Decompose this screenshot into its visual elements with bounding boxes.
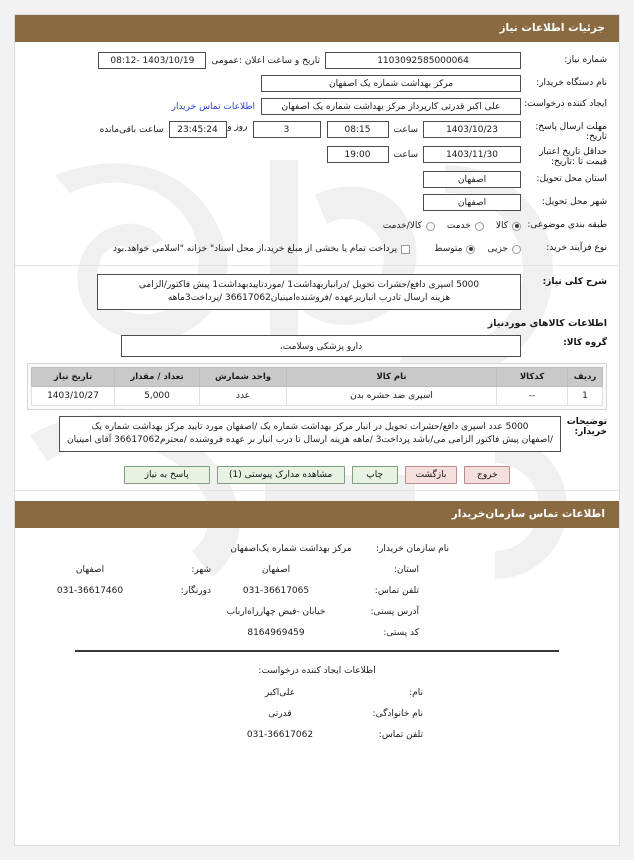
action-button-bar (27, 456, 607, 490)
field-buyer-org[interactable]: مرکز بهداشت شماره یک اصفهان (261, 75, 521, 92)
respond-to-need-button[interactable]: پاسخ به نیاز (124, 466, 210, 484)
row-creator (27, 98, 607, 117)
radio-process-minor[interactable] (512, 245, 521, 254)
label-contact-org: نام سازمان خریدار: (376, 544, 449, 554)
label-summary: شرح کلی نیاز: (542, 277, 607, 287)
label-deadline: مهلت ارسال پاسخ: تاریخ: (535, 122, 607, 142)
label-deadline-time: ساعت (393, 125, 418, 135)
details-header-band (15, 15, 619, 42)
label-announce-date: تاریخ و ساعت اعلان :عمومی (211, 56, 320, 66)
back-button[interactable]: بازگشت (405, 466, 458, 484)
label-province: استان محل تحویل: (536, 174, 607, 184)
value-contact-address: خیابان -فیض چهارراه‌ارباب (226, 607, 326, 617)
field-summary (97, 274, 521, 310)
label-category-goods-service: کالا/خدمت (382, 221, 422, 231)
field-validity-date[interactable]: 1403/11/30 (423, 146, 521, 163)
label-contact-province: استان: (393, 565, 419, 575)
checkbox-treasury-docs[interactable] (401, 245, 410, 254)
page-container (14, 14, 620, 846)
radio-category-goods-service[interactable] (426, 222, 435, 231)
row-deadline (27, 121, 607, 142)
value-contact-org: مرکز بهداشت شماره یک‌اصفهان (230, 544, 352, 554)
label-category: طبقه بندی موضوعی: (527, 220, 607, 230)
label-creator: ایجاد کننده درخواست: (524, 99, 607, 109)
field-goods-group[interactable]: دارو پزشکی وسلامت، (121, 335, 521, 357)
row-contact-phone-fax (35, 586, 599, 596)
radio-category-service[interactable] (475, 222, 484, 231)
print-button[interactable]: چاپ (352, 466, 398, 484)
label-need-number: شماره نیاز: (564, 55, 607, 65)
radio-category-goods[interactable] (512, 222, 521, 231)
row-buyer-org (27, 75, 607, 94)
label-contact-postcode: کد پستی: (383, 628, 419, 638)
field-notes (59, 416, 561, 452)
label-category-goods: کالا (495, 221, 508, 231)
field-city[interactable]: اصفهان (423, 194, 521, 211)
col-unit: واحد شمارش (200, 368, 287, 387)
field-need-number[interactable]: 1103092585000064 (325, 52, 521, 69)
value-contact-city: اصفهان (75, 565, 105, 575)
contact-divider (75, 650, 559, 652)
label-process: نوع فرآیند خرید: (546, 243, 607, 253)
value-requester-phone: 031-36617062 (246, 730, 314, 740)
col-row: ردیف (568, 368, 603, 387)
label-treasury-docs: پرداخت تمام یا بخشی از مبلغ خرید،از محل اسناد" خزانه "اسلامی خواهد.بود (113, 244, 398, 254)
label-requester-last: نام خانوادگی: (372, 709, 423, 719)
exit-button[interactable]: خروج (464, 466, 510, 484)
row-validity (27, 146, 607, 167)
label-validity-time: ساعت (393, 150, 418, 160)
field-validity-time[interactable]: 19:00 (327, 146, 389, 163)
label-requester-phone: تلفن تماس: (378, 730, 423, 740)
contact-section (15, 528, 619, 740)
requester-title: اطلاعات ایجاد کننده درخواست: (258, 666, 376, 676)
col-qty: تعداد / مقدار (115, 368, 200, 387)
radio-process-medium[interactable] (466, 245, 475, 254)
summary-line-1: 5000 اسپری دافع/حشرات تحویل /درانباربهداشت1 /موردتاییدبهداشت1 پیش فاکتور/الزامی (138, 280, 480, 290)
field-deadline-time[interactable]: 08:15 (327, 121, 389, 138)
row-contact-org (35, 544, 599, 554)
label-process-minor: جزیی (487, 244, 508, 254)
category-radio-group (383, 217, 521, 235)
summary-section (15, 266, 619, 490)
contact-title: اطلاعات تماس سازمان‌خریدار (451, 508, 605, 520)
field-creator[interactable]: علی اکبر قدرتی کارپرداز مرکز بهداشت شماره یک اصفهان (261, 98, 521, 115)
row-requester-phone (55, 730, 579, 740)
value-contact-fax: 031-36617460 (56, 586, 124, 596)
cell-code: -- (497, 387, 568, 406)
row-summary (27, 274, 607, 310)
label-requester-first: نام: (409, 688, 423, 698)
col-code: کدکالا (497, 368, 568, 387)
value-requester-first: علی‌اکبر (264, 688, 296, 698)
requester-section (35, 666, 599, 740)
label-goods-group: گروه کالا: (563, 338, 607, 348)
row-category (27, 217, 607, 236)
page-content (15, 15, 619, 740)
goods-table (31, 367, 603, 406)
row-process (27, 240, 607, 259)
row-need-number (27, 52, 607, 71)
cell-row: 1 (568, 387, 603, 406)
row-notes (27, 416, 607, 452)
notes-line-1: 5000 عدد اسپری دافع/حشرات تحویل در انبار مرکز بهداشت شماره یک /اصفهان مورد تایید مرکز بهداشت شماره یک (91, 422, 529, 432)
label-contact-phone: تلفن تماس: (374, 586, 419, 596)
label-contact-fax: دورنگار: (180, 586, 211, 596)
buyer-contact-link[interactable]: اطلاعات تماس خریدار (171, 102, 255, 112)
summary-line-2: هزینه ارسال تادرب انباربرعهده /فروشنده‌امینیان36617062 /پرداخت3ماهه (167, 293, 451, 303)
label-category-service: خدمت (446, 221, 471, 231)
value-contact-postcode: 8164969459 (247, 628, 305, 638)
cell-unit: عدد (200, 387, 287, 406)
label-city: شهر محل تحویل: (541, 197, 607, 207)
notes-line-2: /اصفهان پیش فاکتور الزامی می/باشد پرداخت3 /ماهه هزینه ارسال تا درب انبار بر عهده فروشنده /محترم36617062 آقای امینیان (67, 435, 553, 445)
label-notes: توضیحات خریدار: (566, 417, 607, 437)
row-requester-last (55, 709, 579, 719)
process-radio-group (113, 240, 521, 258)
row-contact-address (35, 607, 599, 617)
field-deadline-date[interactable]: 1403/10/23 (423, 121, 521, 138)
label-remaining: ساعت باقی‌مانده (99, 125, 164, 135)
field-hours-remaining[interactable]: 23:45:24 (169, 121, 227, 138)
row-contact-province-city (35, 565, 599, 575)
label-days-unit: روز و (227, 122, 248, 132)
cell-name: اسپری ضد حشره بدن (287, 387, 497, 406)
label-buyer-org: نام دستگاه خریدار: (536, 78, 607, 88)
row-city (27, 194, 607, 213)
contact-header-band (15, 501, 619, 528)
goods-table-wrap (27, 363, 607, 410)
cell-qty: 5,000 (115, 387, 200, 406)
goods-section-title: اطلاعات کالاهای موردنیاز (487, 318, 607, 329)
value-contact-phone: 031-36617065 (242, 586, 310, 596)
field-days-remaining[interactable]: 3 (253, 121, 321, 138)
field-province[interactable]: اصفهان (423, 171, 521, 188)
col-name: نام کالا (287, 368, 497, 387)
value-contact-province: اصفهان (261, 565, 291, 575)
cell-date: 1403/10/27 (32, 387, 115, 406)
row-requester-first (55, 688, 579, 698)
need-info-section (15, 42, 619, 259)
value-requester-last: قدرتی (268, 709, 292, 719)
label-validity: حداقل تاریخ اعتبار قیمت تا :تاریخ: (539, 147, 607, 167)
field-announce-date[interactable]: 1403/10/19 -08:12 (98, 52, 206, 69)
row-province (27, 171, 607, 190)
col-date: تاریخ نیاز (32, 368, 115, 387)
divider-2 (15, 490, 619, 491)
page-title: جزئیات اطلاعات نیاز (499, 22, 605, 34)
table-header-row (32, 368, 603, 387)
label-process-medium: متوسط (434, 244, 463, 254)
label-contact-address: آدرس پستی: (370, 607, 419, 617)
label-contact-city: شهر: (191, 565, 211, 575)
row-goods-group (27, 335, 607, 357)
view-attachments-button[interactable]: مشاهده مدارک پیوستی (1) (217, 466, 345, 484)
table-row[interactable] (32, 387, 603, 406)
row-contact-postcode (35, 628, 599, 638)
